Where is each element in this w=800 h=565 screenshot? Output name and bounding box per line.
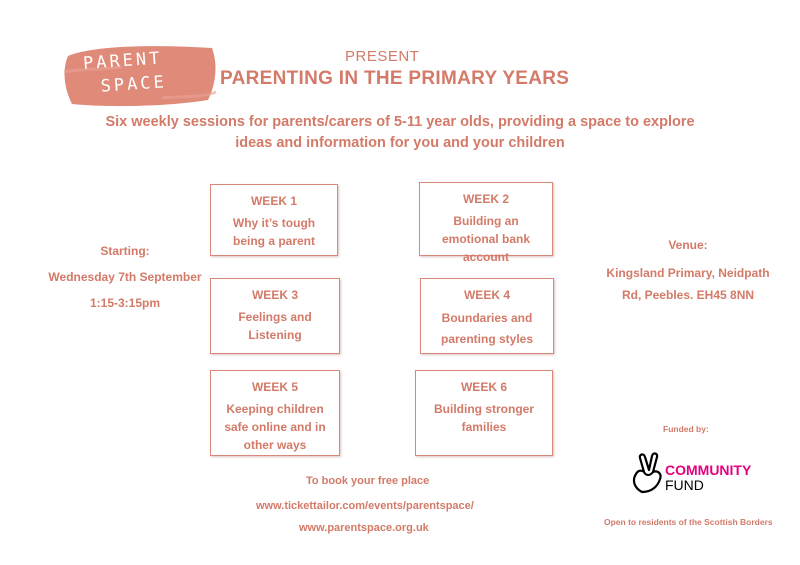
session-title: Keeping children safe online and in other ways [224,402,326,452]
session-card-week-4 [420,278,554,354]
booking-link-website[interactable]: www.parentspace.org.uk [299,522,429,534]
funded-by-label: Funded by: [663,424,709,434]
booking-link-tickettailor[interactable]: www.tickettailor.com/events/parentspace/ [256,500,474,512]
session-card-week-6 [415,370,553,456]
session-title: Building an emotional bank account [441,214,530,264]
session-title: Building stronger families [434,402,534,434]
page-title: PARENTING IN THE PRIMARY YEARS [220,68,570,89]
starting-label: Starting: [100,244,150,258]
present-label: PRESENT [345,48,420,65]
venue-line-2: Rd, Peebles. EH45 8NN [621,288,755,302]
subtitle-line-2: ideas and information for you and your children [235,135,565,151]
session-title: Why it’s tough being a parent [232,216,316,248]
subtitle [60,112,740,154]
starting-date: Wednesday 7th September [48,270,202,284]
booking-label: To book your free place [306,475,430,487]
session-week: WEEK 1 [250,194,297,208]
session-card-week-3 [210,278,340,354]
venue-line-1: Kingsland Primary, Neidpath [606,266,770,280]
session-week: WEEK 4 [463,288,510,302]
session-week: WEEK 6 [460,380,507,394]
session-card-week-1 [210,184,338,256]
community-fund-logo [628,452,768,496]
session-card-week-2 [419,182,553,264]
session-week: WEEK 2 [462,192,509,206]
subtitle-line-1: Six weekly sessions for parents/carers of 5-11 year olds, providing a space to explore [105,114,695,130]
eligibility-note: Open to residents of the Scottish Borders [604,517,773,527]
starting-time: 1:15-3:15pm [89,296,161,310]
session-title: Boundaries and parenting styles [440,311,534,346]
parent-space-logo [62,42,218,108]
session-week: WEEK 5 [251,380,298,394]
starting-info [40,238,210,316]
logo-line-2: SPACE [100,72,168,97]
logo-line-1: PARENT [82,48,164,74]
venue-label: Venue: [668,238,708,252]
crossed-fingers-icon [628,452,666,494]
venue-info [598,234,778,306]
session-week: WEEK 3 [251,288,298,302]
community-fund-line-1: COMMUNITY [665,462,752,478]
community-fund-line-2: FUND [665,477,704,493]
session-card-week-5 [210,370,340,456]
session-title: Feelings and Listening [238,310,312,342]
